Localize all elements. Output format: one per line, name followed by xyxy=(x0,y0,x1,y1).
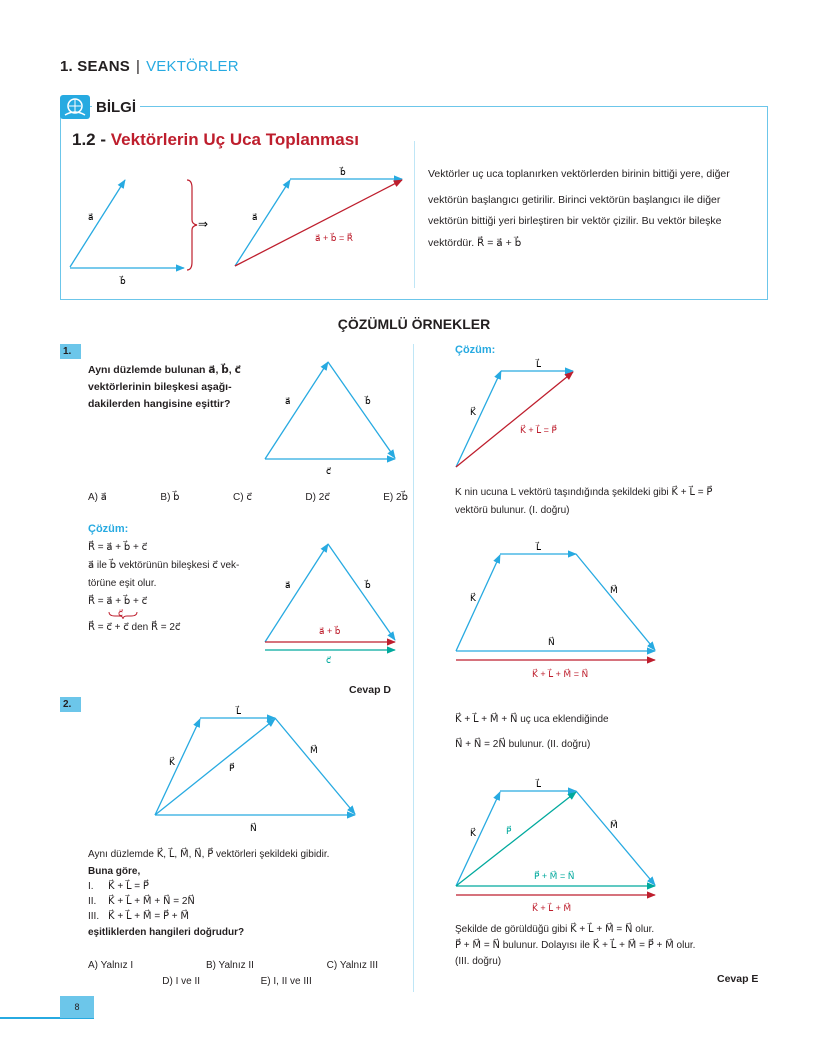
q2-option-c[interactable]: C) Yalnız III xyxy=(326,960,378,971)
solution-line: K⃗ + L⃗ + M⃗ + N⃗ uç uca eklendiğinde xyxy=(455,714,609,725)
q2-vector-p xyxy=(155,719,275,815)
q2-buna: Buna göre, xyxy=(88,866,141,877)
implies-arrow: ⇒ xyxy=(198,217,209,231)
q1s-label-c: c⃗ xyxy=(326,655,331,665)
q1-option-a[interactable]: A) a⃗ xyxy=(88,492,107,503)
q2-option-d[interactable]: D) I ve II xyxy=(162,976,201,987)
page-number: 8 xyxy=(60,996,94,1018)
q1-text xyxy=(88,362,268,413)
q1-option-c[interactable]: C) c⃗ xyxy=(233,492,252,503)
info-line: vektördür. R⃗ = a⃗ + b⃗ xyxy=(428,236,522,249)
q1s-label-b: b⃗ xyxy=(365,580,371,590)
q1-solution-line: a⃗ ile b⃗ vektörünün bileşkesi c⃗ vek- xyxy=(88,560,240,571)
label-b-right: b⃗ xyxy=(340,167,346,177)
q2-vector-m xyxy=(275,718,355,814)
q1-option-d[interactable]: D) 2c⃗ xyxy=(305,492,330,503)
q1-solution-figure xyxy=(255,536,405,671)
q2-item-num: II. xyxy=(88,896,97,907)
solution-text-1 xyxy=(455,484,765,520)
q2-item-text: K⃗ + L⃗ = P⃗ xyxy=(108,881,149,892)
solution-figure-1 xyxy=(448,355,588,475)
label-sum: a⃗ + b⃗ = R⃗ xyxy=(315,233,353,243)
label-b-left: b⃗ xyxy=(120,276,126,286)
brace xyxy=(187,180,197,270)
q2-solution-label: Çözüm: xyxy=(455,344,496,356)
s3-vector-m xyxy=(576,791,655,885)
vector-r xyxy=(235,180,402,266)
vector-a-left xyxy=(70,180,125,267)
q1-label-b: b⃗ xyxy=(365,396,371,406)
solution-line: (III. doğru) xyxy=(455,956,502,967)
q2-item-num: III. xyxy=(88,911,100,922)
q2-item-text: K⃗ + L⃗ + M⃗ + N⃗ = 2N⃗ xyxy=(108,896,195,907)
q2-label-n: N⃗ xyxy=(250,823,257,833)
q2-option-a[interactable]: A) Yalnız I xyxy=(88,960,134,971)
q2-answer: Cevap E xyxy=(717,973,759,985)
q2-option-b[interactable]: B) Yalnız II xyxy=(205,960,254,971)
q1-option-e[interactable]: E) 2b⃗ xyxy=(383,492,408,503)
s2-vector-m xyxy=(576,554,655,650)
label-a-left: a⃗ xyxy=(88,212,94,222)
q1-solution-underbrace-label: c⃗ xyxy=(118,608,123,618)
info-figure xyxy=(60,150,420,295)
q2-vector-k xyxy=(155,719,200,815)
info-divider xyxy=(414,141,415,288)
label-a-right: a⃗ xyxy=(252,212,258,222)
q1-label-a: a⃗ xyxy=(285,396,291,406)
s2-label-l: L⃗ xyxy=(536,542,542,552)
column-divider xyxy=(413,344,414,992)
info-paragraph xyxy=(428,164,758,254)
info-line: Vektörler uç uca toplanırken vektörlerden birinin bittiği yere, diğer xyxy=(428,168,730,180)
s2-vector-k xyxy=(456,555,500,651)
solution-line: K nin ucuna L vektörü taşındığında şekildeki gibi K⃗ + L⃗ = P⃗ xyxy=(455,487,713,498)
info-title-text: Vektörlerin Uç Uca Toplanması xyxy=(110,130,359,149)
q1-line: vektörlerinin bileşkesi aşağı- xyxy=(88,381,232,393)
q2-item-text: K⃗ + L⃗ + M⃗ = P⃗ + M⃗ xyxy=(108,911,190,922)
q1s-label-a: a⃗ xyxy=(285,580,291,590)
s1-label-k: K⃗ xyxy=(470,407,476,417)
q1-solution-line: R⃗ = a⃗ + b⃗ + c⃗ xyxy=(88,596,148,607)
info-line: vektörün başlangıcı getirilir. Birinci vektörün başlangıcı ile diğer xyxy=(428,193,721,206)
s3-label-l: L⃗ xyxy=(536,779,542,789)
section-header xyxy=(60,58,239,75)
q2-figure xyxy=(145,705,365,835)
s3-label-p: P⃗ xyxy=(506,826,512,836)
q1-solution-label: Çözüm: xyxy=(88,523,129,535)
vector-a-right xyxy=(235,180,290,266)
q1-line: Aynı düzlemde bulunan a⃗, b⃗, c⃗ xyxy=(88,364,241,376)
s2-label-m: M⃗ xyxy=(610,585,618,595)
info-title-number: 1.2 - xyxy=(72,130,107,149)
q2-item-num: I. xyxy=(88,881,94,892)
q2-item xyxy=(88,909,408,924)
q2-options xyxy=(88,958,378,990)
solution-line: P⃗ + M⃗ = N⃗ bulunur. Dolayısı ile K⃗ + L⃗ + M⃗ = P⃗ + M⃗ olur. xyxy=(455,940,696,951)
q1-label-c: c⃗ xyxy=(326,466,331,476)
q2-item xyxy=(88,879,408,894)
s1-label-sum: K⃗ + L⃗ = P⃗ xyxy=(520,425,557,435)
info-icon xyxy=(60,95,90,119)
section-topic: VEKTÖRLER xyxy=(146,58,239,75)
s3-vector-k xyxy=(456,792,500,886)
solution-line: vektörü bulunur. (I. doğru) xyxy=(455,505,570,516)
q2-item xyxy=(88,894,408,909)
solution-text-3 xyxy=(455,922,765,970)
s3-label-pm: P⃗ + M⃗ = N⃗ xyxy=(534,871,575,881)
solution-figure-3 xyxy=(448,772,668,917)
q1-underbrace xyxy=(108,611,138,619)
s1-label-l: L⃗ xyxy=(536,359,542,369)
s1-vector-k xyxy=(456,371,501,467)
q1-solution-line: törüne eşit olur. xyxy=(88,578,157,589)
info-line: vektörün bittiği yeri birleştiren bir vektör çizilir. Bu vektör bileşke xyxy=(428,215,722,227)
q1-number: 1. xyxy=(60,344,81,359)
header-separator: | xyxy=(135,58,141,75)
q1-answer: Cevap D xyxy=(349,684,392,696)
solution-text-2 xyxy=(455,707,765,757)
s3-label-m: M⃗ xyxy=(610,820,618,830)
q1-vector-a xyxy=(265,362,328,459)
q2-label-m: M⃗ xyxy=(310,745,318,755)
solution-line: N⃗ + N⃗ = 2N⃗ bulunur. (II. doğru) xyxy=(455,739,591,750)
q1-figure xyxy=(255,352,405,482)
q1-solution-line: R⃗ = c⃗ + c⃗ den R⃗ = 2c⃗ xyxy=(88,622,181,633)
solution-figure-2 xyxy=(448,535,668,685)
q1-solution xyxy=(88,539,263,637)
section-number: 1. SEANS xyxy=(60,58,130,75)
q1-option-b[interactable]: B) b⃗ xyxy=(160,492,180,503)
s3-label-klm: K⃗ + L⃗ + M⃗ xyxy=(532,903,572,913)
s3-label-k: K⃗ xyxy=(470,828,476,838)
s2-label-k: K⃗ xyxy=(470,593,476,603)
q2-number: 2. xyxy=(60,697,81,712)
q2-text: Aynı düzlemde K⃗, L⃗, M⃗, N⃗, P⃗ vektörleri şekildeki gibidir. xyxy=(88,849,330,860)
q2-label-l: L⃗ xyxy=(236,706,242,716)
info-title xyxy=(72,130,359,150)
q2-option-e[interactable]: E) I, II ve III xyxy=(260,976,312,987)
s2-label-n: N⃗ xyxy=(548,637,555,647)
solution-line: Şekilde de görüldüğü gibi K⃗ + L⃗ + M⃗ = N⃗ olur. xyxy=(455,924,655,935)
s1-vector-p xyxy=(456,372,573,467)
q2-body xyxy=(88,846,408,942)
examples-title: ÇÖZÜMLÜ ÖRNEKLER xyxy=(337,316,491,332)
q2-label-k: K⃗ xyxy=(169,757,175,767)
q1-vector-b xyxy=(328,362,395,458)
q1-options xyxy=(88,489,408,507)
q2-label-p: P⃗ xyxy=(229,763,235,773)
q1-solution-line: R⃗ = a⃗ + b⃗ + c⃗ xyxy=(88,542,148,553)
q1-line: dakilerden hangisine eşittir? xyxy=(88,398,231,410)
q2-question: eşitliklerden hangileri doğrudur? xyxy=(88,927,245,938)
info-badge: BİLGİ xyxy=(92,99,140,116)
q1s-label-apb: a⃗ + b⃗ xyxy=(319,626,341,636)
s2-label-sum: K⃗ + L⃗ + M⃗ = N⃗ xyxy=(532,669,589,679)
